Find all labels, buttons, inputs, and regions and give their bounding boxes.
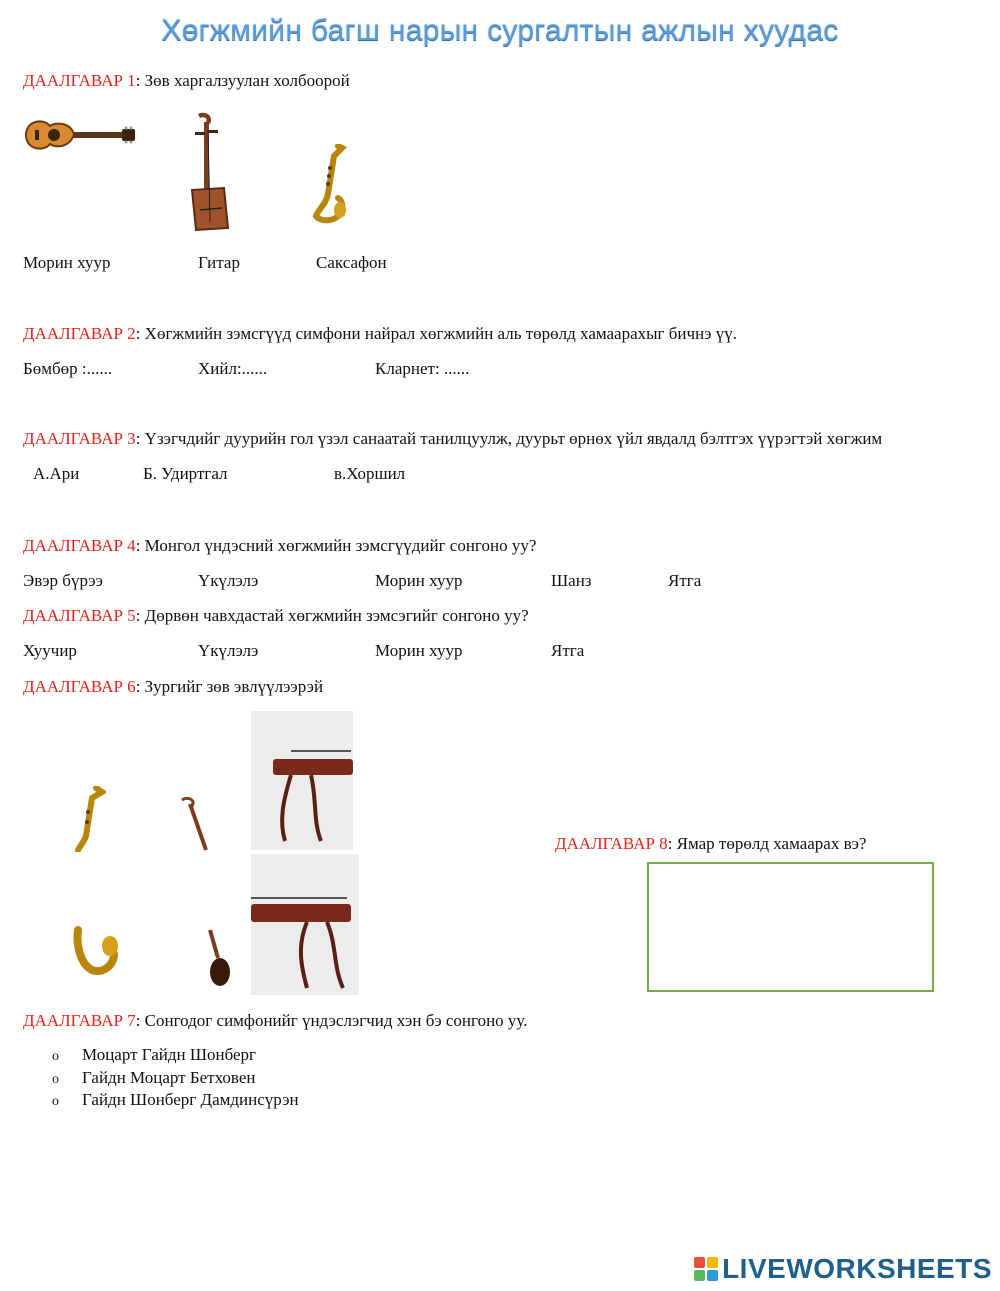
task-6-text: : Зургийг зөв эвлүүлээрэй xyxy=(135,677,324,696)
task-7-text: : Сонгодог симфонийг үндэслэгчид хэн бэ сонгоно уу. xyxy=(135,1011,528,1030)
puzzle-piece-saxophone-bottom[interactable] xyxy=(70,924,120,978)
task-7-choice[interactable] xyxy=(52,1090,299,1110)
task-7-heading xyxy=(23,1011,527,1031)
task-4-option[interactable]: Эвэр бүрээ xyxy=(23,571,103,590)
task-5-option[interactable]: Хуучир xyxy=(23,641,77,660)
task-6-heading xyxy=(23,677,323,697)
task-1-label: ДААЛГАВАР 1 xyxy=(23,71,136,90)
task-2-field[interactable]: Хийл:...... xyxy=(198,359,268,378)
task-3-heading xyxy=(23,429,882,449)
task-8-label: ДААЛГАВАР 8 xyxy=(555,834,668,853)
task-5-option[interactable]: Үкүлэлэ xyxy=(198,641,259,660)
task-7-choice-label: Моцарт Гайдн Шонберг xyxy=(82,1045,257,1064)
task-4-heading xyxy=(23,536,536,556)
task-1-option[interactable]: Саксафон xyxy=(316,253,387,272)
task-8-heading xyxy=(555,834,866,854)
task-2-heading xyxy=(23,324,737,344)
task-7-choice-label: Гайдн Моцарт Бетховен xyxy=(82,1068,256,1087)
task-3-text: : Үзэгчдийг дуурийн гол үзэл санаатай танилцуулж, дуурьт өрнөх үйл явдалд бэлтгэх үүрэгтэй хөгжим xyxy=(135,429,883,448)
task-4-option[interactable]: Морин хуур xyxy=(375,571,463,590)
task-5-heading xyxy=(23,606,529,626)
radio-bullet[interactable]: o xyxy=(52,1049,59,1064)
radio-bullet[interactable]: o xyxy=(52,1072,59,1087)
task-7-choice[interactable] xyxy=(52,1068,256,1088)
task-1-option[interactable]: Гитар xyxy=(198,253,240,272)
task-3-option[interactable]: А.Ари xyxy=(33,464,80,483)
task-5-label: ДААЛГАВАР 5 xyxy=(23,606,136,625)
task-8-text: : Ямар төрөлд хамаарах вэ? xyxy=(667,834,867,853)
puzzle-piece-morin-khuur-bottom[interactable] xyxy=(202,928,236,988)
task-3-option[interactable]: Б. Удиртгал xyxy=(143,464,228,483)
task-2-label: ДААЛГАВАР 2 xyxy=(23,324,136,343)
task-2-text: : Хөгжмийн зэмсгүүд симфони найрал хөгжмийн аль төрөлд хамаарахыг бичнэ үү. xyxy=(135,324,737,343)
task-4-option[interactable]: Ятга xyxy=(668,571,702,590)
task-8-answer-box[interactable] xyxy=(647,862,934,992)
radio-bullet[interactable]: o xyxy=(52,1094,59,1109)
task-5-option[interactable]: Морин хуур xyxy=(375,641,463,660)
task-1-heading xyxy=(23,71,350,91)
liveworksheets-logo xyxy=(694,1253,992,1285)
puzzle-piece-yatga-top[interactable] xyxy=(251,711,353,850)
task-2-field[interactable]: Кларнет: ...... xyxy=(375,359,470,378)
task-4-label: ДААЛГАВАР 4 xyxy=(23,536,136,555)
task-4-option[interactable]: Үкүлэлэ xyxy=(198,571,259,590)
task-4-option[interactable]: Шанз xyxy=(551,571,592,590)
saxophone-image[interactable] xyxy=(308,144,352,224)
page-title: Хөгжмийн багш нарын сургалтын ажлын хуудас xyxy=(161,14,839,47)
puzzle-piece-morin-khuur-top[interactable] xyxy=(178,796,212,852)
task-5-text: : Дөрвөн чавхдастай хөгжмийн зэмсэгийг сонгоно уу? xyxy=(135,606,529,625)
task-5-option[interactable]: Ятга xyxy=(551,641,585,660)
puzzle-piece-saxophone-top[interactable] xyxy=(66,786,106,852)
puzzle-piece-yatga-bottom[interactable] xyxy=(251,854,359,995)
task-3-option[interactable]: в.Хоршил xyxy=(334,464,406,483)
logo-text: LIVEWORKSHEETS xyxy=(722,1253,992,1284)
task-1-option[interactable]: Морин хуур xyxy=(23,253,111,272)
task-7-choice-label: Гайдн Шонберг Дамдинсүрэн xyxy=(82,1090,299,1109)
task-7-choice[interactable] xyxy=(52,1045,257,1065)
logo-cube-icon xyxy=(694,1257,718,1281)
task-7-label: ДААЛГАВАР 7 xyxy=(23,1011,136,1030)
morin-khuur-image[interactable] xyxy=(180,110,242,234)
task-2-field[interactable]: Бөмбөр :...... xyxy=(23,359,113,378)
task-4-text: : Монгол үндэсний хөгжмийн зэмсгүүдийг сонгоно уу? xyxy=(135,536,537,555)
task-1-text: : Зөв харгалзуулан холбоорой xyxy=(135,71,350,90)
guitar-image[interactable] xyxy=(22,112,136,160)
task-6-label: ДААЛГАВАР 6 xyxy=(23,677,136,696)
task-3-label: ДААЛГАВАР 3 xyxy=(23,429,136,448)
